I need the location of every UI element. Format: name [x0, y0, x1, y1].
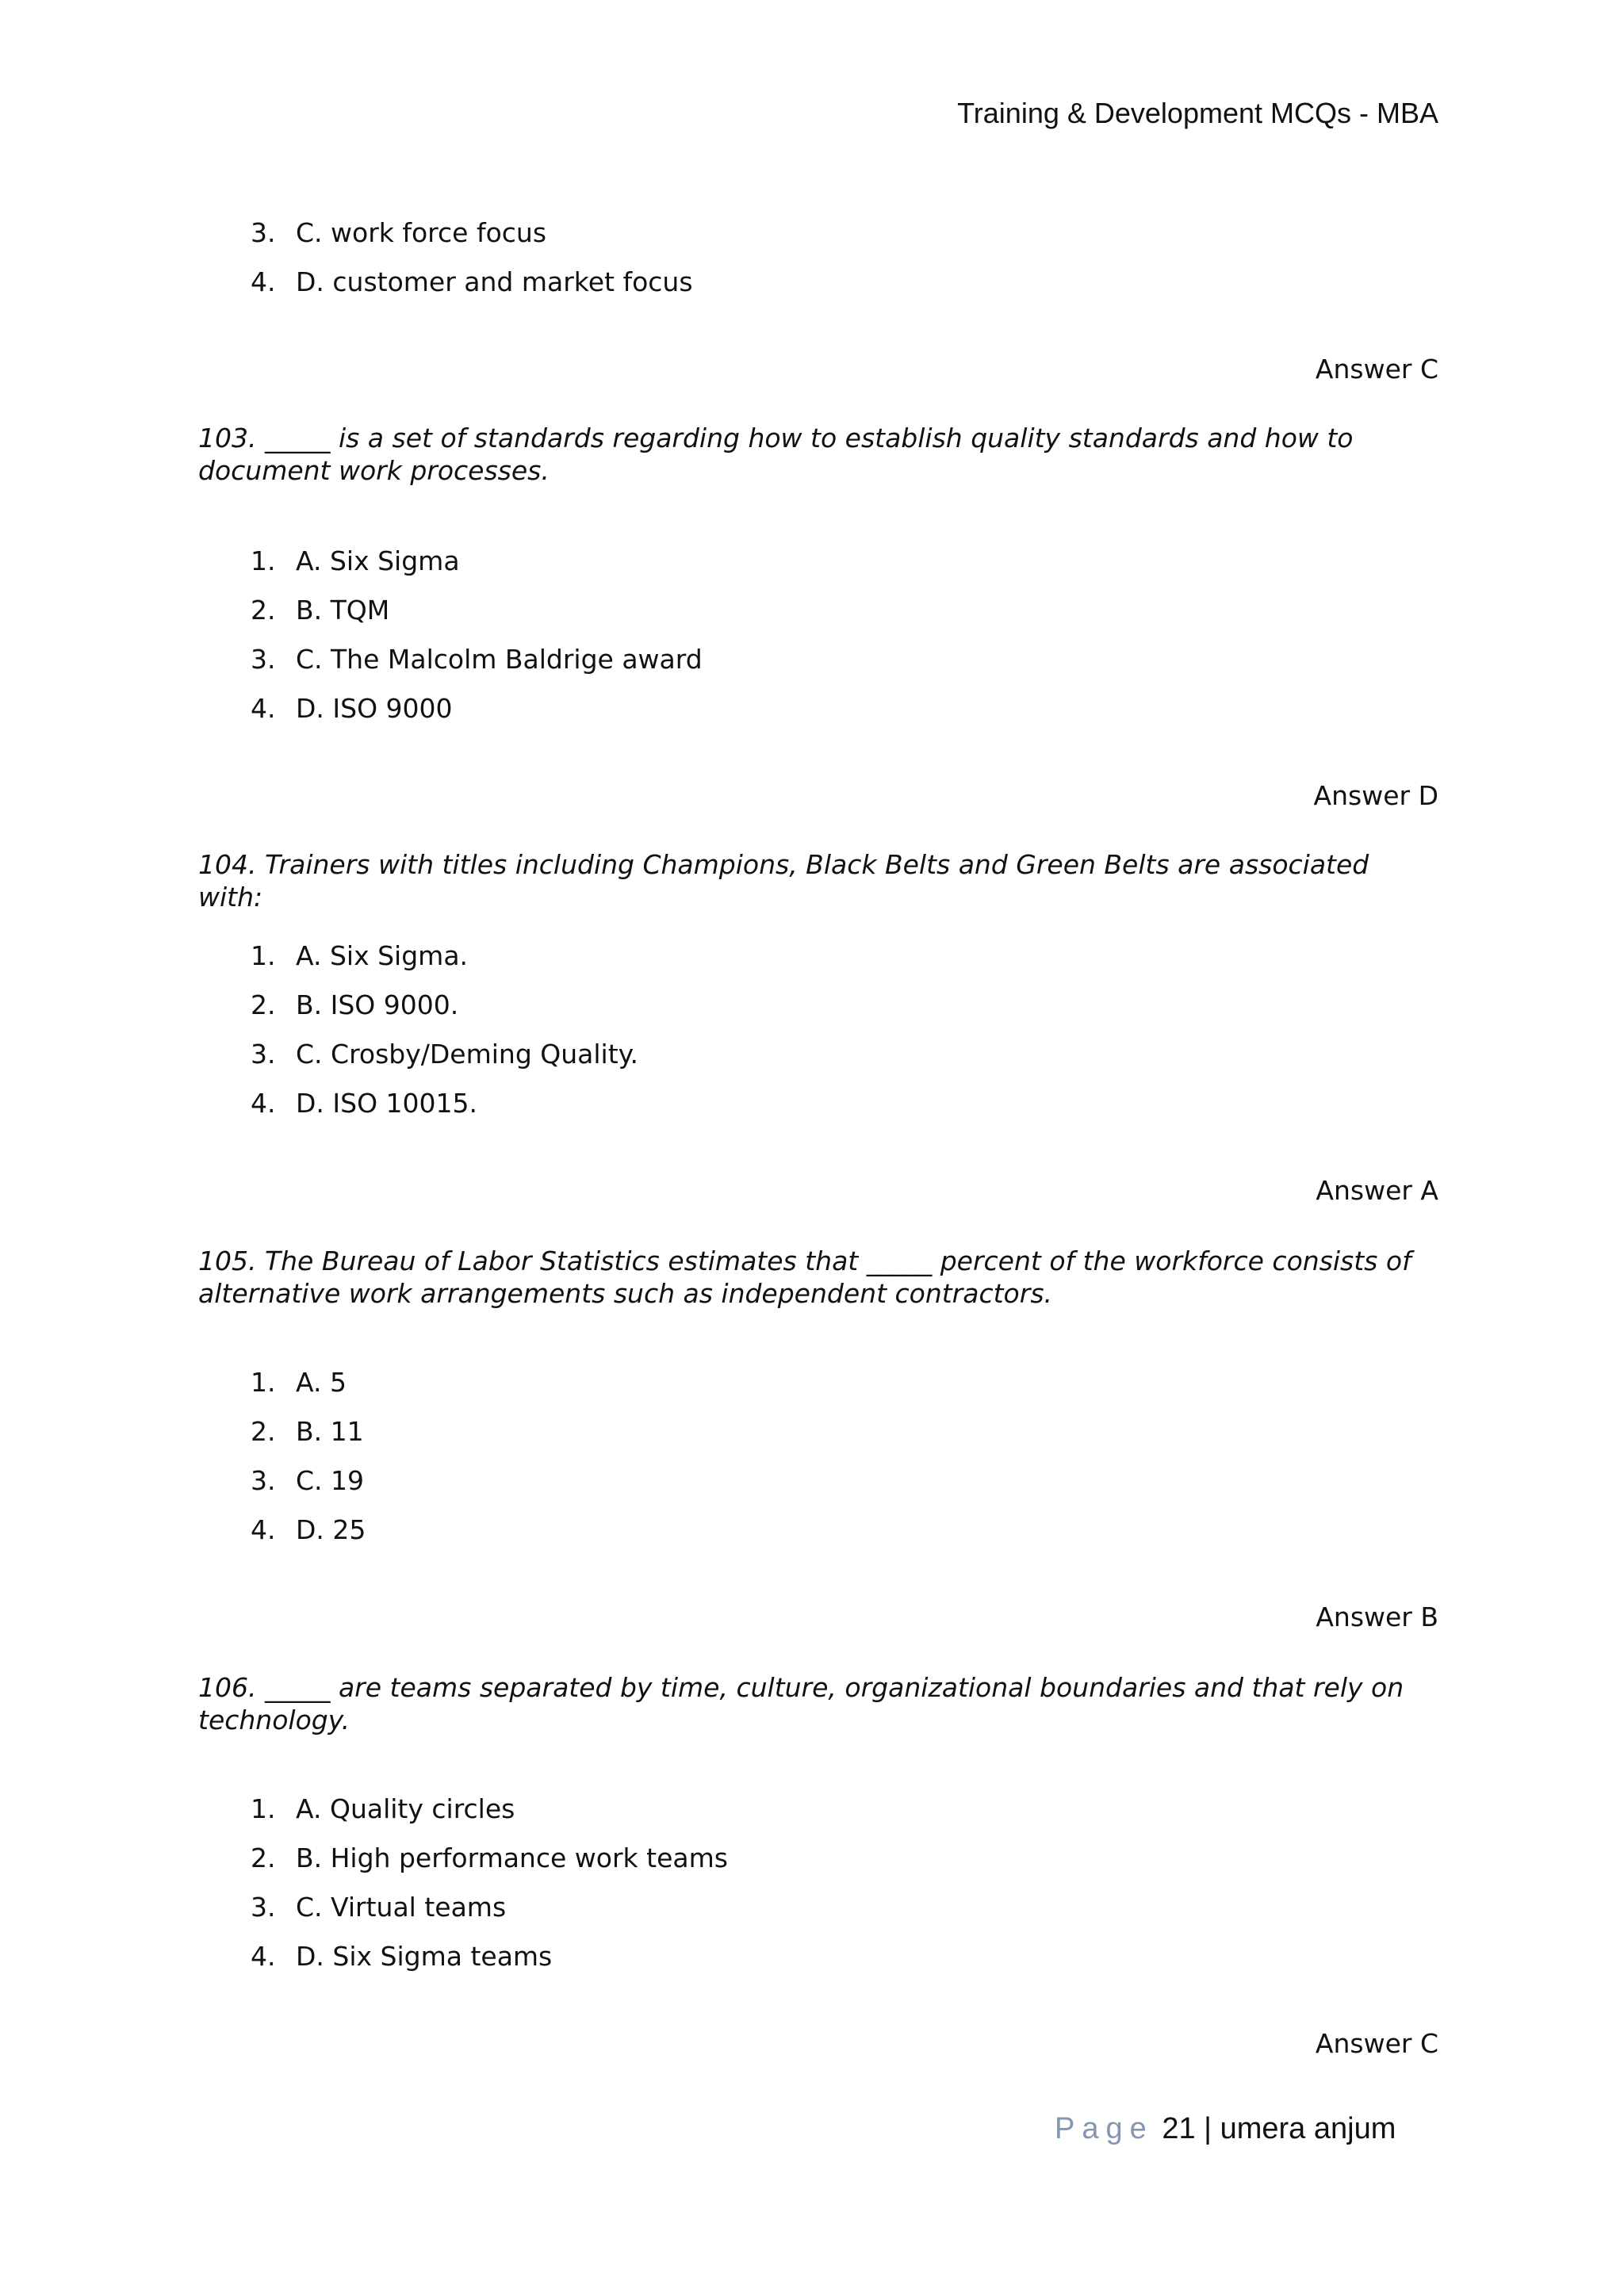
option-number: 3.: [251, 644, 276, 675]
footer-author: umera anjum: [1220, 2112, 1396, 2145]
option: [251, 1414, 364, 1449]
option-number: 4.: [251, 266, 276, 297]
option-number: 3.: [251, 217, 276, 248]
option: [251, 1086, 477, 1121]
answer-label: Answer C: [1315, 354, 1438, 385]
option-number: 3.: [251, 1892, 276, 1923]
option-text: C. The Malcolm Baldrige award: [296, 644, 703, 675]
option-number: 2.: [251, 1416, 276, 1447]
option-number: 2.: [251, 595, 276, 626]
option-text: D. ISO 10015.: [296, 1088, 478, 1119]
question-text: 106. _____ are teams separated by time, culture, organizational boundaries and that rely on technology.: [198, 1672, 1404, 1735]
option-text: C. work force focus: [296, 217, 547, 248]
question-text: 103. _____ is a set of standards regarding how to establish quality standards and how to document work processes.: [198, 423, 1354, 486]
answer-label: Answer D: [1313, 780, 1438, 811]
answer-label: Answer B: [1316, 1601, 1438, 1632]
answer-label: Answer C: [1315, 2028, 1438, 2059]
option-number: 1.: [251, 1793, 276, 1824]
option: [251, 544, 460, 579]
option-text: A. Six Sigma: [296, 545, 460, 576]
option-number: 2.: [251, 989, 276, 1020]
question-text: 104. Trainers with titles including Champions, Black Belts and Green Belts are associated with:: [198, 849, 1369, 913]
option: [251, 1890, 506, 1925]
option-number: 4.: [251, 1941, 276, 1972]
option-number: 3.: [251, 1039, 276, 1070]
page-number: 21: [1162, 2112, 1196, 2145]
option-text: B. 11: [296, 1416, 364, 1447]
option-number: 3.: [251, 1465, 276, 1496]
option: [251, 988, 458, 1023]
answer-label: Answer A: [1316, 1175, 1438, 1206]
option-text: C. Virtual teams: [296, 1892, 507, 1923]
page-header: Training & Development MCQs - MBA: [957, 97, 1438, 129]
option: [251, 1513, 366, 1548]
option-text: B. TQM: [296, 595, 390, 626]
option-text: D. 25: [296, 1514, 366, 1545]
option: [251, 1792, 515, 1827]
option: [251, 1365, 347, 1400]
option-number: 4.: [251, 693, 276, 724]
option: [251, 1464, 364, 1498]
option-text: D. customer and market focus: [296, 266, 693, 297]
option-text: C. 19: [296, 1465, 365, 1496]
option-text: C. Crosby/Deming Quality.: [296, 1039, 638, 1070]
option-text: A. Six Sigma.: [296, 940, 469, 971]
option-text: A. Quality circles: [296, 1793, 515, 1824]
option: [251, 642, 703, 677]
option-number: 1.: [251, 545, 276, 576]
option: [251, 593, 389, 628]
option: [251, 691, 453, 726]
option-text: B. ISO 9000.: [296, 989, 459, 1020]
option-text: A. 5: [296, 1367, 347, 1398]
option: [251, 216, 546, 251]
option: [251, 1841, 728, 1876]
option: [251, 1037, 638, 1072]
option: [251, 265, 693, 300]
question-text: 105. The Bureau of Labor Statistics estimates that _____ percent of the workforce consists of alternative work arrangements such as independent contractors.: [198, 1246, 1411, 1309]
option-text: D. Six Sigma teams: [296, 1941, 553, 1972]
option-number: 4.: [251, 1088, 276, 1119]
option-text: B. High performance work teams: [296, 1843, 728, 1873]
option-number: 1.: [251, 1367, 276, 1398]
option-number: 1.: [251, 940, 276, 971]
option: [251, 1939, 552, 1974]
option-number: 4.: [251, 1514, 276, 1545]
page-footer: [1055, 2112, 1396, 2146]
footer-separator: |: [1204, 2112, 1212, 2145]
option: [251, 939, 468, 974]
page-word: Page: [1055, 2112, 1154, 2145]
option-number: 2.: [251, 1843, 276, 1873]
option-text: D. ISO 9000: [296, 693, 453, 724]
